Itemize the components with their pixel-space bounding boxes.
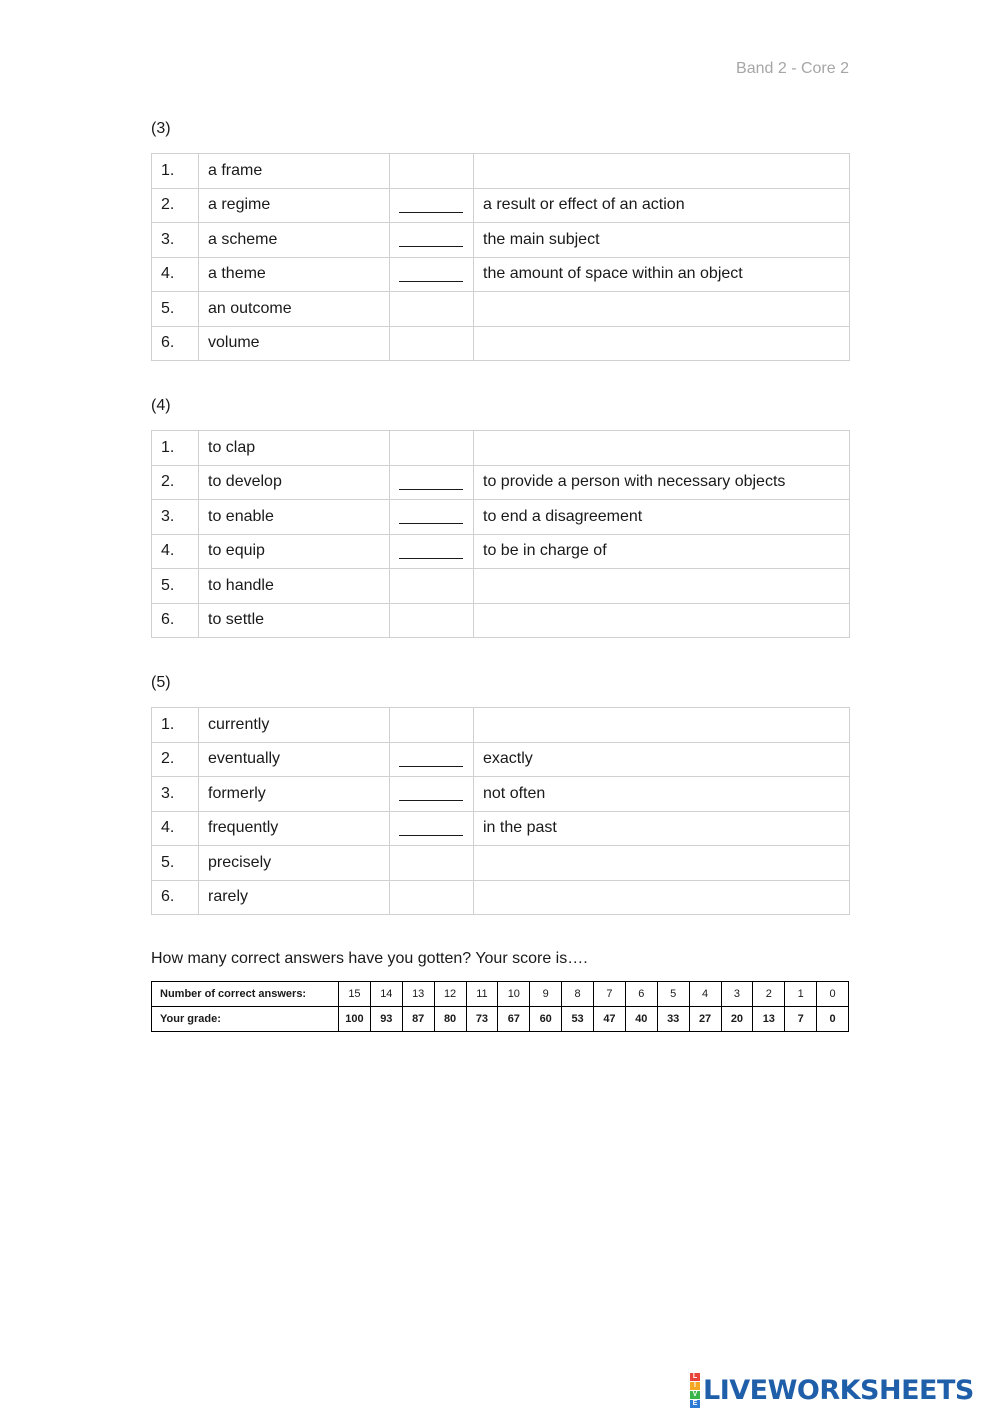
grade-cell: 0 (817, 1007, 849, 1032)
row-number: 4. (152, 534, 199, 569)
row-number: 6. (152, 326, 199, 361)
answer-count-cell: 7 (594, 982, 626, 1007)
answer-count-cell: 3 (721, 982, 753, 1007)
row-number: 3. (152, 223, 199, 258)
vocab-word: a regime (199, 188, 390, 223)
row-number: 3. (152, 500, 199, 535)
answer-cell (390, 777, 474, 812)
definition (474, 326, 850, 361)
answer-count-cell: 4 (689, 982, 721, 1007)
grade-row (152, 1007, 849, 1032)
answer-count-cell: 5 (657, 982, 689, 1007)
definition: to be in charge of (474, 534, 850, 569)
answer-count-cell: 6 (625, 982, 657, 1007)
table-row (152, 188, 850, 223)
definition: the amount of space within an object (474, 257, 850, 292)
table-row (152, 846, 850, 881)
empty-cell (390, 154, 474, 189)
grade-cell: 20 (721, 1007, 753, 1032)
grade-cell: 7 (785, 1007, 817, 1032)
answer-cell (390, 465, 474, 500)
definition: not often (474, 777, 850, 812)
definition: in the past (474, 811, 850, 846)
answer-count-cell: 10 (498, 982, 530, 1007)
definition (474, 846, 850, 881)
answer-count-cell: 12 (434, 982, 466, 1007)
answers-row-label: Number of correct answers: (152, 982, 339, 1007)
empty-cell (390, 846, 474, 881)
table-row (152, 742, 850, 777)
row-number: 2. (152, 465, 199, 500)
answer-blank[interactable] (399, 544, 463, 559)
answer-blank[interactable] (399, 509, 463, 524)
live-mark-icon (690, 1372, 700, 1408)
matching-table-4 (151, 430, 850, 638)
answer-count-cell: 9 (530, 982, 562, 1007)
definition: to end a disagreement (474, 500, 850, 535)
answer-count-cell: 15 (339, 982, 371, 1007)
vocab-word: frequently (199, 811, 390, 846)
vocab-word: to settle (199, 603, 390, 638)
answer-cell (390, 257, 474, 292)
grade-cell: 47 (594, 1007, 626, 1032)
answer-cell (390, 223, 474, 258)
answer-blank[interactable] (399, 232, 463, 247)
vocab-word: a scheme (199, 223, 390, 258)
row-number: 5. (152, 292, 199, 327)
answer-blank[interactable] (399, 752, 463, 767)
row-number: 1. (152, 708, 199, 743)
vocab-word: to clap (199, 431, 390, 466)
definition: exactly (474, 742, 850, 777)
matching-table-5 (151, 707, 850, 915)
table-row (152, 223, 850, 258)
section-label-3: (3) (151, 120, 171, 137)
vocab-word: to equip (199, 534, 390, 569)
table-row (152, 569, 850, 604)
score-question: How many correct answers have you gotten? Your score is…. (151, 950, 588, 967)
answer-count-cell: 1 (785, 982, 817, 1007)
definition (474, 708, 850, 743)
definition (474, 603, 850, 638)
table-row (152, 326, 850, 361)
answer-cell (390, 534, 474, 569)
empty-cell (390, 880, 474, 915)
answer-count-cell: 14 (370, 982, 402, 1007)
definition (474, 154, 850, 189)
table-row (152, 811, 850, 846)
vocab-word: formerly (199, 777, 390, 812)
logo-mark-letter: E (690, 1400, 700, 1408)
table-row (152, 603, 850, 638)
row-number: 5. (152, 846, 199, 881)
page-header-label: Band 2 - Core 2 (736, 60, 849, 77)
table-row (152, 880, 850, 915)
empty-cell (390, 603, 474, 638)
table-row (152, 500, 850, 535)
vocab-word: precisely (199, 846, 390, 881)
table-row (152, 154, 850, 189)
row-number: 6. (152, 880, 199, 915)
vocab-word: eventually (199, 742, 390, 777)
grade-cell: 27 (689, 1007, 721, 1032)
answer-count-cell: 0 (817, 982, 849, 1007)
grade-cell: 60 (530, 1007, 562, 1032)
definition (474, 569, 850, 604)
answer-count-cell: 2 (753, 982, 785, 1007)
logo-wordmark: LIVEWORKSHEETS (703, 1374, 974, 1406)
row-number: 4. (152, 257, 199, 292)
empty-cell (390, 569, 474, 604)
vocab-word: volume (199, 326, 390, 361)
definition (474, 292, 850, 327)
row-number: 3. (152, 777, 199, 812)
vocab-word: rarely (199, 880, 390, 915)
table-row (152, 777, 850, 812)
section-label-5: (5) (151, 674, 171, 691)
answer-count-cell: 8 (562, 982, 594, 1007)
matching-table-3 (151, 153, 850, 361)
definition (474, 880, 850, 915)
table-row (152, 534, 850, 569)
vocab-word: to develop (199, 465, 390, 500)
answer-cell (390, 742, 474, 777)
table-row (152, 465, 850, 500)
answer-blank[interactable] (399, 821, 463, 836)
table-row (152, 431, 850, 466)
empty-cell (390, 292, 474, 327)
grade-cell: 67 (498, 1007, 530, 1032)
grade-cell: 87 (402, 1007, 434, 1032)
empty-cell (390, 708, 474, 743)
liveworksheets-logo[interactable] (690, 1374, 974, 1406)
score-table (151, 981, 849, 1032)
vocab-word: to handle (199, 569, 390, 604)
answer-blank[interactable] (399, 198, 463, 213)
answers-row (152, 982, 849, 1007)
vocab-word: a frame (199, 154, 390, 189)
logo-mark-letter: V (690, 1391, 700, 1399)
row-number: 5. (152, 569, 199, 604)
definition: to provide a person with necessary objects (474, 465, 850, 500)
answer-cell (390, 500, 474, 535)
answer-blank[interactable] (399, 267, 463, 282)
grade-cell: 53 (562, 1007, 594, 1032)
row-number: 1. (152, 431, 199, 466)
row-number: 2. (152, 188, 199, 223)
logo-mark-letter: L (690, 1373, 700, 1381)
answer-count-cell: 11 (466, 982, 498, 1007)
grade-cell: 40 (625, 1007, 657, 1032)
logo-mark-letter: I (690, 1382, 700, 1390)
answer-cell (390, 811, 474, 846)
grade-cell: 73 (466, 1007, 498, 1032)
row-number: 2. (152, 742, 199, 777)
row-number: 4. (152, 811, 199, 846)
vocab-word: a theme (199, 257, 390, 292)
answer-blank[interactable] (399, 475, 463, 490)
vocab-word: to enable (199, 500, 390, 535)
table-row (152, 708, 850, 743)
section-label-4: (4) (151, 397, 171, 414)
grade-cell: 93 (370, 1007, 402, 1032)
table-row (152, 292, 850, 327)
definition (474, 431, 850, 466)
table-row (152, 257, 850, 292)
grade-cell: 13 (753, 1007, 785, 1032)
grade-cell: 33 (657, 1007, 689, 1032)
grade-cell: 100 (339, 1007, 371, 1032)
vocab-word: an outcome (199, 292, 390, 327)
answer-count-cell: 13 (402, 982, 434, 1007)
grade-cell: 80 (434, 1007, 466, 1032)
answer-cell (390, 188, 474, 223)
definition: a result or effect of an action (474, 188, 850, 223)
empty-cell (390, 431, 474, 466)
empty-cell (390, 326, 474, 361)
definition: the main subject (474, 223, 850, 258)
vocab-word: currently (199, 708, 390, 743)
row-number: 6. (152, 603, 199, 638)
row-number: 1. (152, 154, 199, 189)
grade-row-label: Your grade: (152, 1007, 339, 1032)
answer-blank[interactable] (399, 786, 463, 801)
